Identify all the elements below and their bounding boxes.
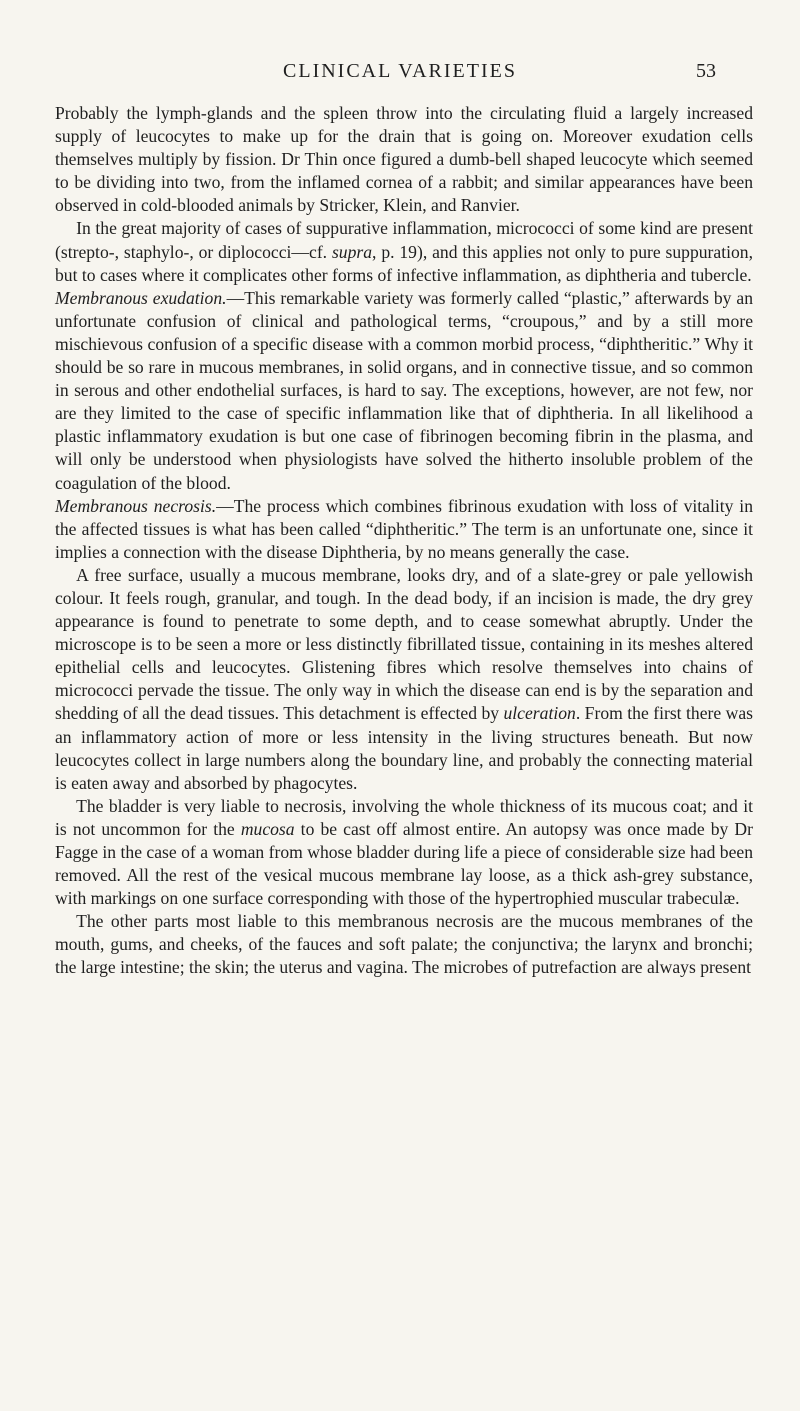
paragraph-membranous-exudation-text: —This remarkable variety was formerly called “plastic,” afterwards by an unfortunate confusion of clinical and pathological terms, “croupous,” and by a still more mischievous confusion of a specific disease with a common morbid process, “diphtheritic.” Why it should be so rare in mucous membranes, in solid organs, and in connective tissue, and so common in serous and other endothelial surfaces, is hard to say. The exceptions, however, are not few, nor are they limited to the case of specific inflammation like that of diphtheria. In all likelihood a plastic inflammatory exudation is but one case of fibrinogen becoming fibrin in the plasma, and will only be understood when physiologists have solved the hitherto insoluble problem of the coagulation of the blood. <box>55 287 753 493</box>
paragraph-membranous-necrosis-text: —The process which combines fibrinous exudation with loss of vitality in the affected tissues is what has been called “diphtheritic.” The term is an unfortunate one, since it implies a connection with the disease Diphtheria, by no means generally the case. <box>55 495 753 562</box>
body-text <box>55 102 753 980</box>
paragraph-bladder-text-1: The bladder is very liable to necrosis, involving the whole thickness of its mucous coat; and it is not uncommon for the <box>55 795 753 839</box>
paragraph-free-surface-text-2: . From the first there was an inflammatory action of more or less intensity in the living structures beneath. But now leucocytes collect in large numbers along the boundary line, and probably the connecting material is eaten away and absorbed by phagocytes. <box>55 703 753 793</box>
paragraph-bladder <box>55 795 753 910</box>
paragraph-membranous-necrosis <box>55 495 753 564</box>
latin-supra: supra <box>331 241 373 262</box>
paragraph-bladder-text-2: to be cast off almost entire. An autopsy was once made by Dr Fagge in the case of a woman from whose bladder during life a piece of considerable size had been removed. All the rest of the vesical mucous membrane lay loose, as a thick ash-grey substance, with markings on one surface corresponding with those of the hypertrophied muscular trabeculæ. <box>55 818 753 909</box>
paragraph-membranous-exudation <box>55 287 753 495</box>
paragraph-free-surface-text-1: A free surface, usually a mucous membrane, looks dry, and of a slate-grey or pale yellowish colour. It feels rough, granular, and tough. In the dead body, if an incision is made, the dry grey appearance is found to penetrate to some depth, and to cease somewhat abruptly. Under the microscope is to be seen a more or less distinctly fibrillated tissue, containing in its meshes altered epithelial cells and leucocytes. Glistening fibres which resolve themselves into chains of micrococci pervade the tissue. The only way in which the disease can end is by the separation and shedding of all the dead tissues. This detachment is effected by <box>55 564 753 724</box>
paragraph-free-surface <box>55 564 753 795</box>
term-mucosa: mucosa <box>240 818 295 839</box>
paragraph-micrococci-text-2: , p. 19), and this applies not only to pure suppuration, but to cases where it complicates other forms of infective inflammation, as diphtheria and tubercle. <box>55 241 753 285</box>
running-title: CLINICAL VARIETIES <box>283 60 517 82</box>
paragraph-other-parts: The other parts most liable to this membranous necrosis are the mucous membranes of the mouth, gums, and cheeks, of the fauces and soft palate; the conjunctiva; the larynx and bronchi; the large intestine; the skin; the uterus and vagina. The microbes of putrefaction are always present <box>55 911 753 978</box>
paragraph-micrococci <box>55 217 753 286</box>
section-heading-membranous-necrosis: Membranous necrosis. <box>55 495 217 516</box>
page-number: 53 <box>696 60 716 82</box>
paragraph-micrococci-text-1: In the great majority of cases of suppurative inflammation, micrococci of some kind are present (strepto-, staphylo-, or diplococci—cf. <box>55 218 753 262</box>
section-heading-membranous-exudation: Membranous exudation. <box>55 287 227 308</box>
paragraph-leucocyte-supply: Probably the lymph-glands and the spleen throw into the circulating fluid a largely increased supply of leucocytes to make up for the drain that is going on. Moreover exudation cells themselves multiply by fission. Dr Thin once figured a dumb-bell shaped leucocyte which seemed to be dividing into two, from the inflamed cornea of a rabbit; and similar appearances have been observed in cold-blooded animals by Stricker, Klein, and Ranvier. <box>55 103 753 216</box>
term-ulceration: ulceration <box>503 703 576 724</box>
